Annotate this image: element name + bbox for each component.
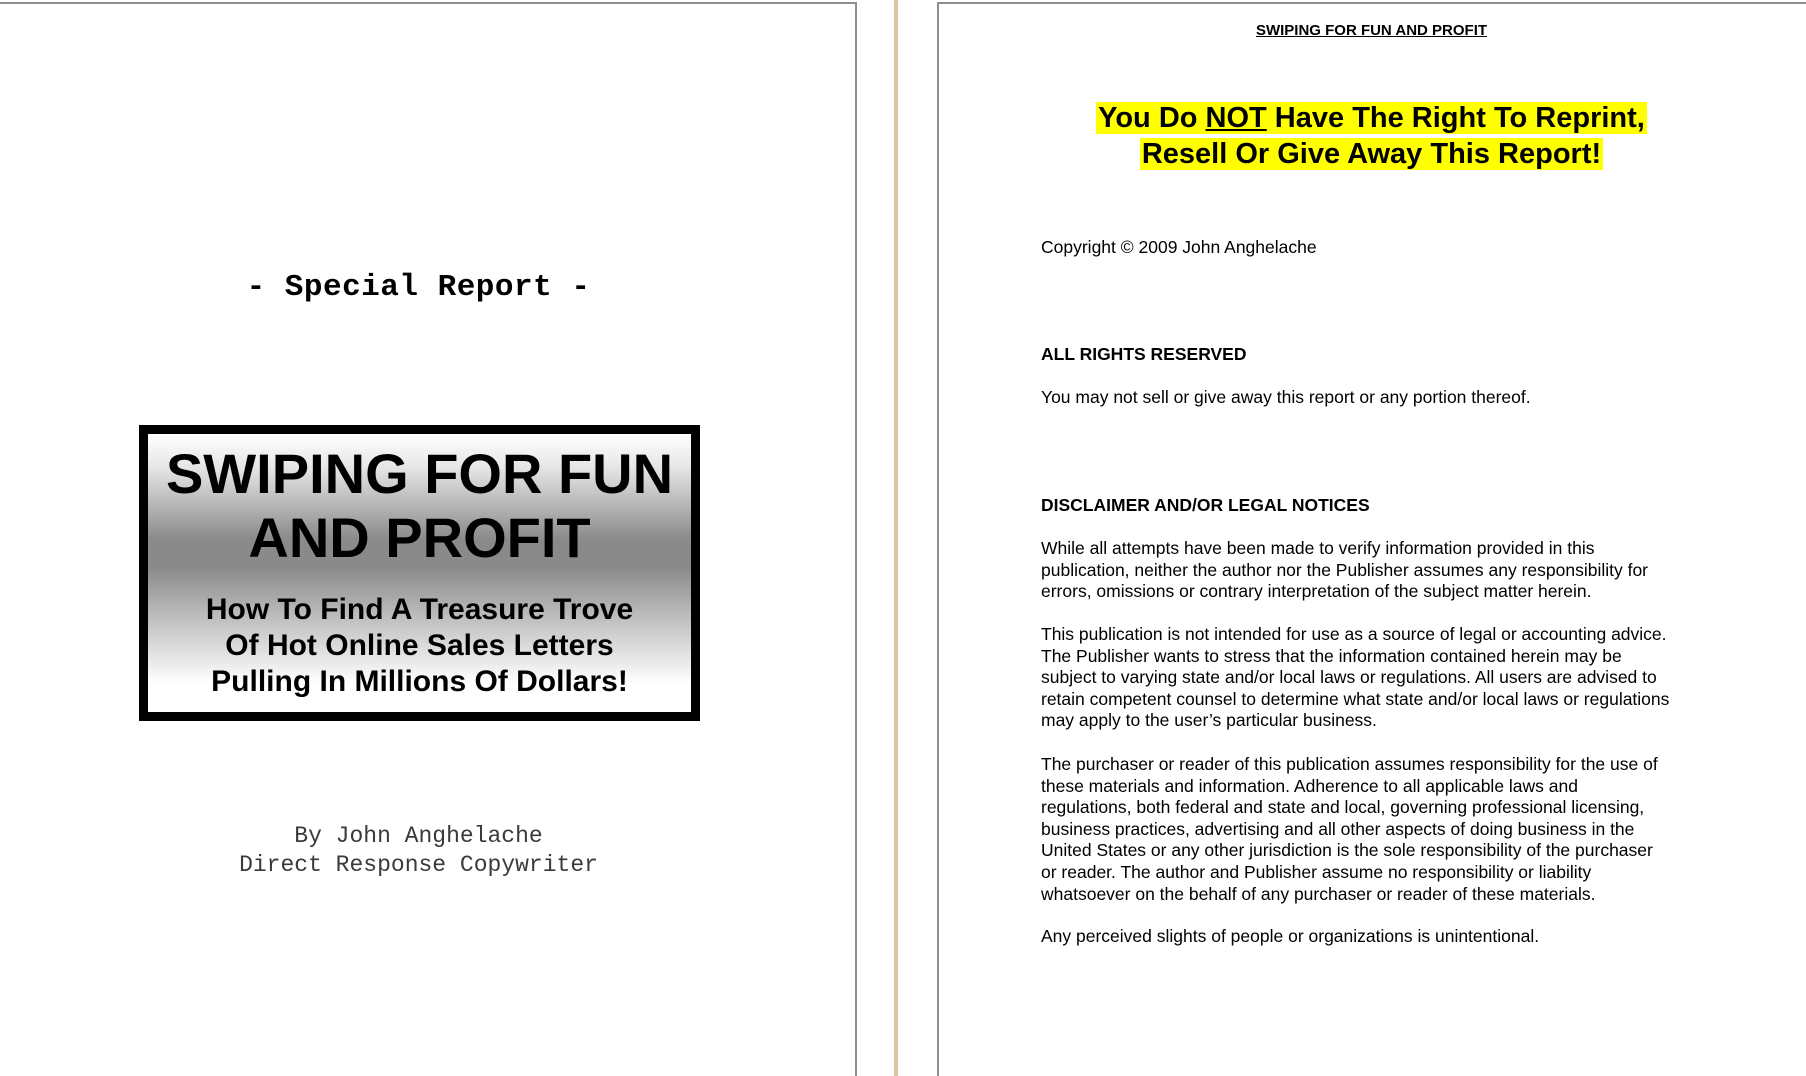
running-header: SWIPING FOR FUN AND PROFIT	[1255, 22, 1488, 39]
disclaimer-p3-line: or reader. The author and Publisher assume no responsibility or liability	[1041, 861, 1592, 882]
disclaimer-paragraph-3	[1041, 754, 1741, 905]
report-subtitle	[148, 592, 691, 700]
disclaimer-p2-line: may apply to the user’s particular business.	[1041, 710, 1377, 731]
author-role: Direct Response Copywriter	[239, 852, 598, 878]
report-title-line-1: SWIPING FOR FUN	[165, 442, 674, 505]
disclaimer-p3-line: United States or any other jurisdiction is the sole responsibility of the purchaser	[1041, 840, 1653, 861]
page-legal[interactable]	[937, 2, 1806, 1076]
disclaimer-p2-line: The Publisher wants to stress that the information contained herein may be	[1041, 645, 1622, 666]
report-subtitle-line-1: How To Find A Treasure Trove	[205, 593, 634, 626]
notice-text-pre: You Do	[1098, 102, 1206, 134]
disclaimer-p3-line: business practices, advertising and all other aspects of doing business in the	[1041, 818, 1635, 839]
reprint-notice-line-1	[1096, 102, 1647, 134]
disclaimer-p2-line: This publication is not intended for use as a source of legal or accounting advice.	[1041, 624, 1667, 644]
copyright-line: Copyright © 2009 John Anghelache	[1041, 237, 1317, 257]
author-byline	[0, 822, 837, 880]
report-title-line-2: AND PROFIT	[248, 506, 591, 569]
notice-text-post: Have The Right To Reprint,	[1266, 102, 1645, 134]
author-name: By John Anghelache	[294, 823, 543, 849]
disclaimer-paragraph-4: Any perceived slights of people or organizations is unintentional.	[1041, 926, 1540, 946]
gutter-divider	[894, 0, 898, 1076]
report-title	[148, 442, 691, 570]
disclaimer-p2-line: subject to varying state and/or local laws or regulations. All users are advised to	[1041, 667, 1657, 688]
rights-heading: ALL RIGHTS RESERVED	[1041, 344, 1247, 364]
disclaimer-p1-line: errors, omissions or contrary interpretation of the subject matter herein.	[1041, 581, 1592, 602]
disclaimer-p3-line: The purchaser or reader of this publication assumes responsibility for the use of	[1041, 754, 1658, 774]
disclaimer-p3-line: regulations, both federal and state and local, governing professional licensing,	[1041, 797, 1645, 818]
disclaimer-heading: DISCLAIMER AND/OR LEGAL NOTICES	[1041, 495, 1370, 515]
page-cover[interactable]	[0, 2, 857, 1076]
report-subtitle-line-2: Of Hot Online Sales Letters	[225, 629, 614, 662]
disclaimer-p3-line: whatsoever on the behalf of any purchaser or reader of these materials.	[1041, 883, 1596, 904]
disclaimer-p1-line: publication, neither the author nor the Publisher assumes any responsibility for	[1041, 559, 1649, 580]
disclaimer-p3-line: these materials and information. Adherence to all applicable laws and	[1041, 775, 1578, 796]
special-report-label: - Special Report -	[246, 270, 591, 305]
disclaimer-p1-line: While all attempts have been made to verify information provided in this	[1041, 538, 1595, 558]
reprint-notice	[939, 100, 1804, 172]
reprint-notice-line-2: Resell Or Give Away This Report!	[1141, 138, 1602, 170]
title-box	[139, 425, 700, 721]
page-gutter	[857, 0, 937, 1076]
report-subtitle-line-3: Pulling In Millions Of Dollars!	[211, 665, 628, 698]
rights-text: You may not sell or give away this report or any portion thereof.	[1041, 387, 1531, 407]
notice-text-not: NOT	[1205, 102, 1267, 134]
disclaimer-paragraph-2	[1041, 624, 1741, 732]
disclaimer-paragraph-1	[1041, 538, 1741, 603]
disclaimer-p2-line: retain competent counsel to determine what state and/or local laws or regulations	[1041, 688, 1670, 709]
